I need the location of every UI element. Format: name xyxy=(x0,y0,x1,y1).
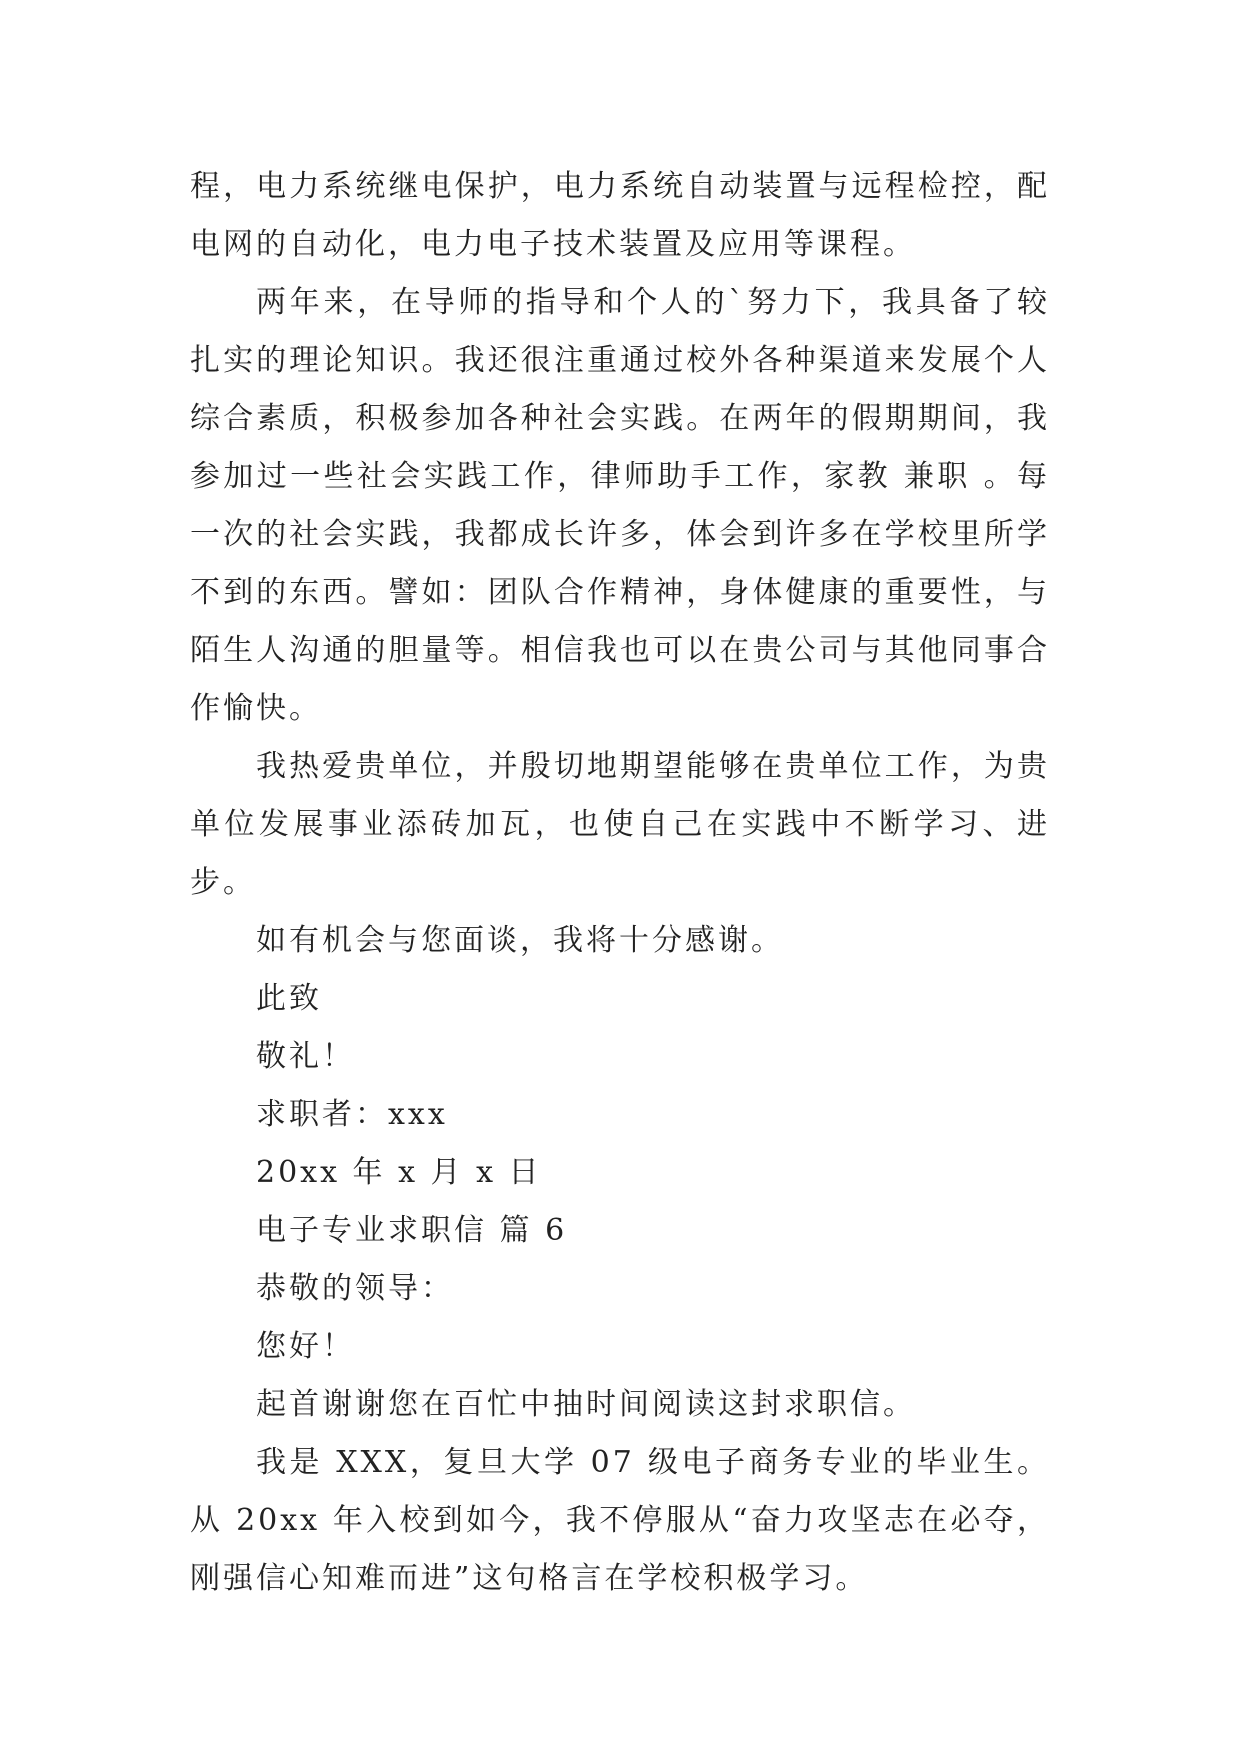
section-heading: 电子专业求职信 篇 6 xyxy=(256,1213,568,1248)
signature-applicant: 求职者：xxx xyxy=(256,1097,448,1132)
paragraph-introduction: 我是 XXX，复旦大学 07 级电子商务专业的毕业生。从 20xx 年入校到如今，我不停服从“奋力攻坚志在必夺，刚强信心知难而进”这句格言在学校积极学习。 xyxy=(190,1445,1050,1596)
paragraph-interview: 如有机会与您面谈，我将十分感谢。 xyxy=(256,923,784,958)
document-body xyxy=(190,158,1050,1608)
paragraph-continuation: 程，电力系统继电保护，电力系统自动装置与远程检控，配电网的自动化，电力电子技术装置及应用等课程。 xyxy=(190,169,1050,262)
paragraph-thanks: 起首谢谢您在百忙中抽时间阅读这封求职信。 xyxy=(256,1387,916,1422)
closing-regards: 敬礼！ xyxy=(256,1039,355,1074)
paragraph-aspiration: 我热爱贵单位，并殷切地期望能够在贵单位工作，为贵单位发展事业添砖加瓦，也使自己在实践中不断学习、进步。 xyxy=(190,749,1050,900)
letter-greeting: 您好！ xyxy=(256,1329,355,1364)
paragraph-experience: 两年来，在导师的指导和个人的`努力下，我具备了较扎实的理论知识。我还很注重通过校外各种渠道来发展个人综合素质，积极参加各种社会实践。在两年的假期期间，我参加过一些社会实践工作，律师助手工作，家教 兼职 。每一次的社会实践，我都成长许多，体会到许多在学校里所学不到的东西。譬如：团队合作精神，身体健康的重要性，与陌生人沟通的胆量等。相信我也可以在贵公司与其他同事合作愉快。 xyxy=(190,285,1050,726)
closing-salutation: 此致 xyxy=(256,981,322,1016)
signature-date: 20xx 年 x 月 x 日 xyxy=(256,1155,542,1190)
letter-addressee: 恭敬的领导： xyxy=(256,1271,454,1306)
